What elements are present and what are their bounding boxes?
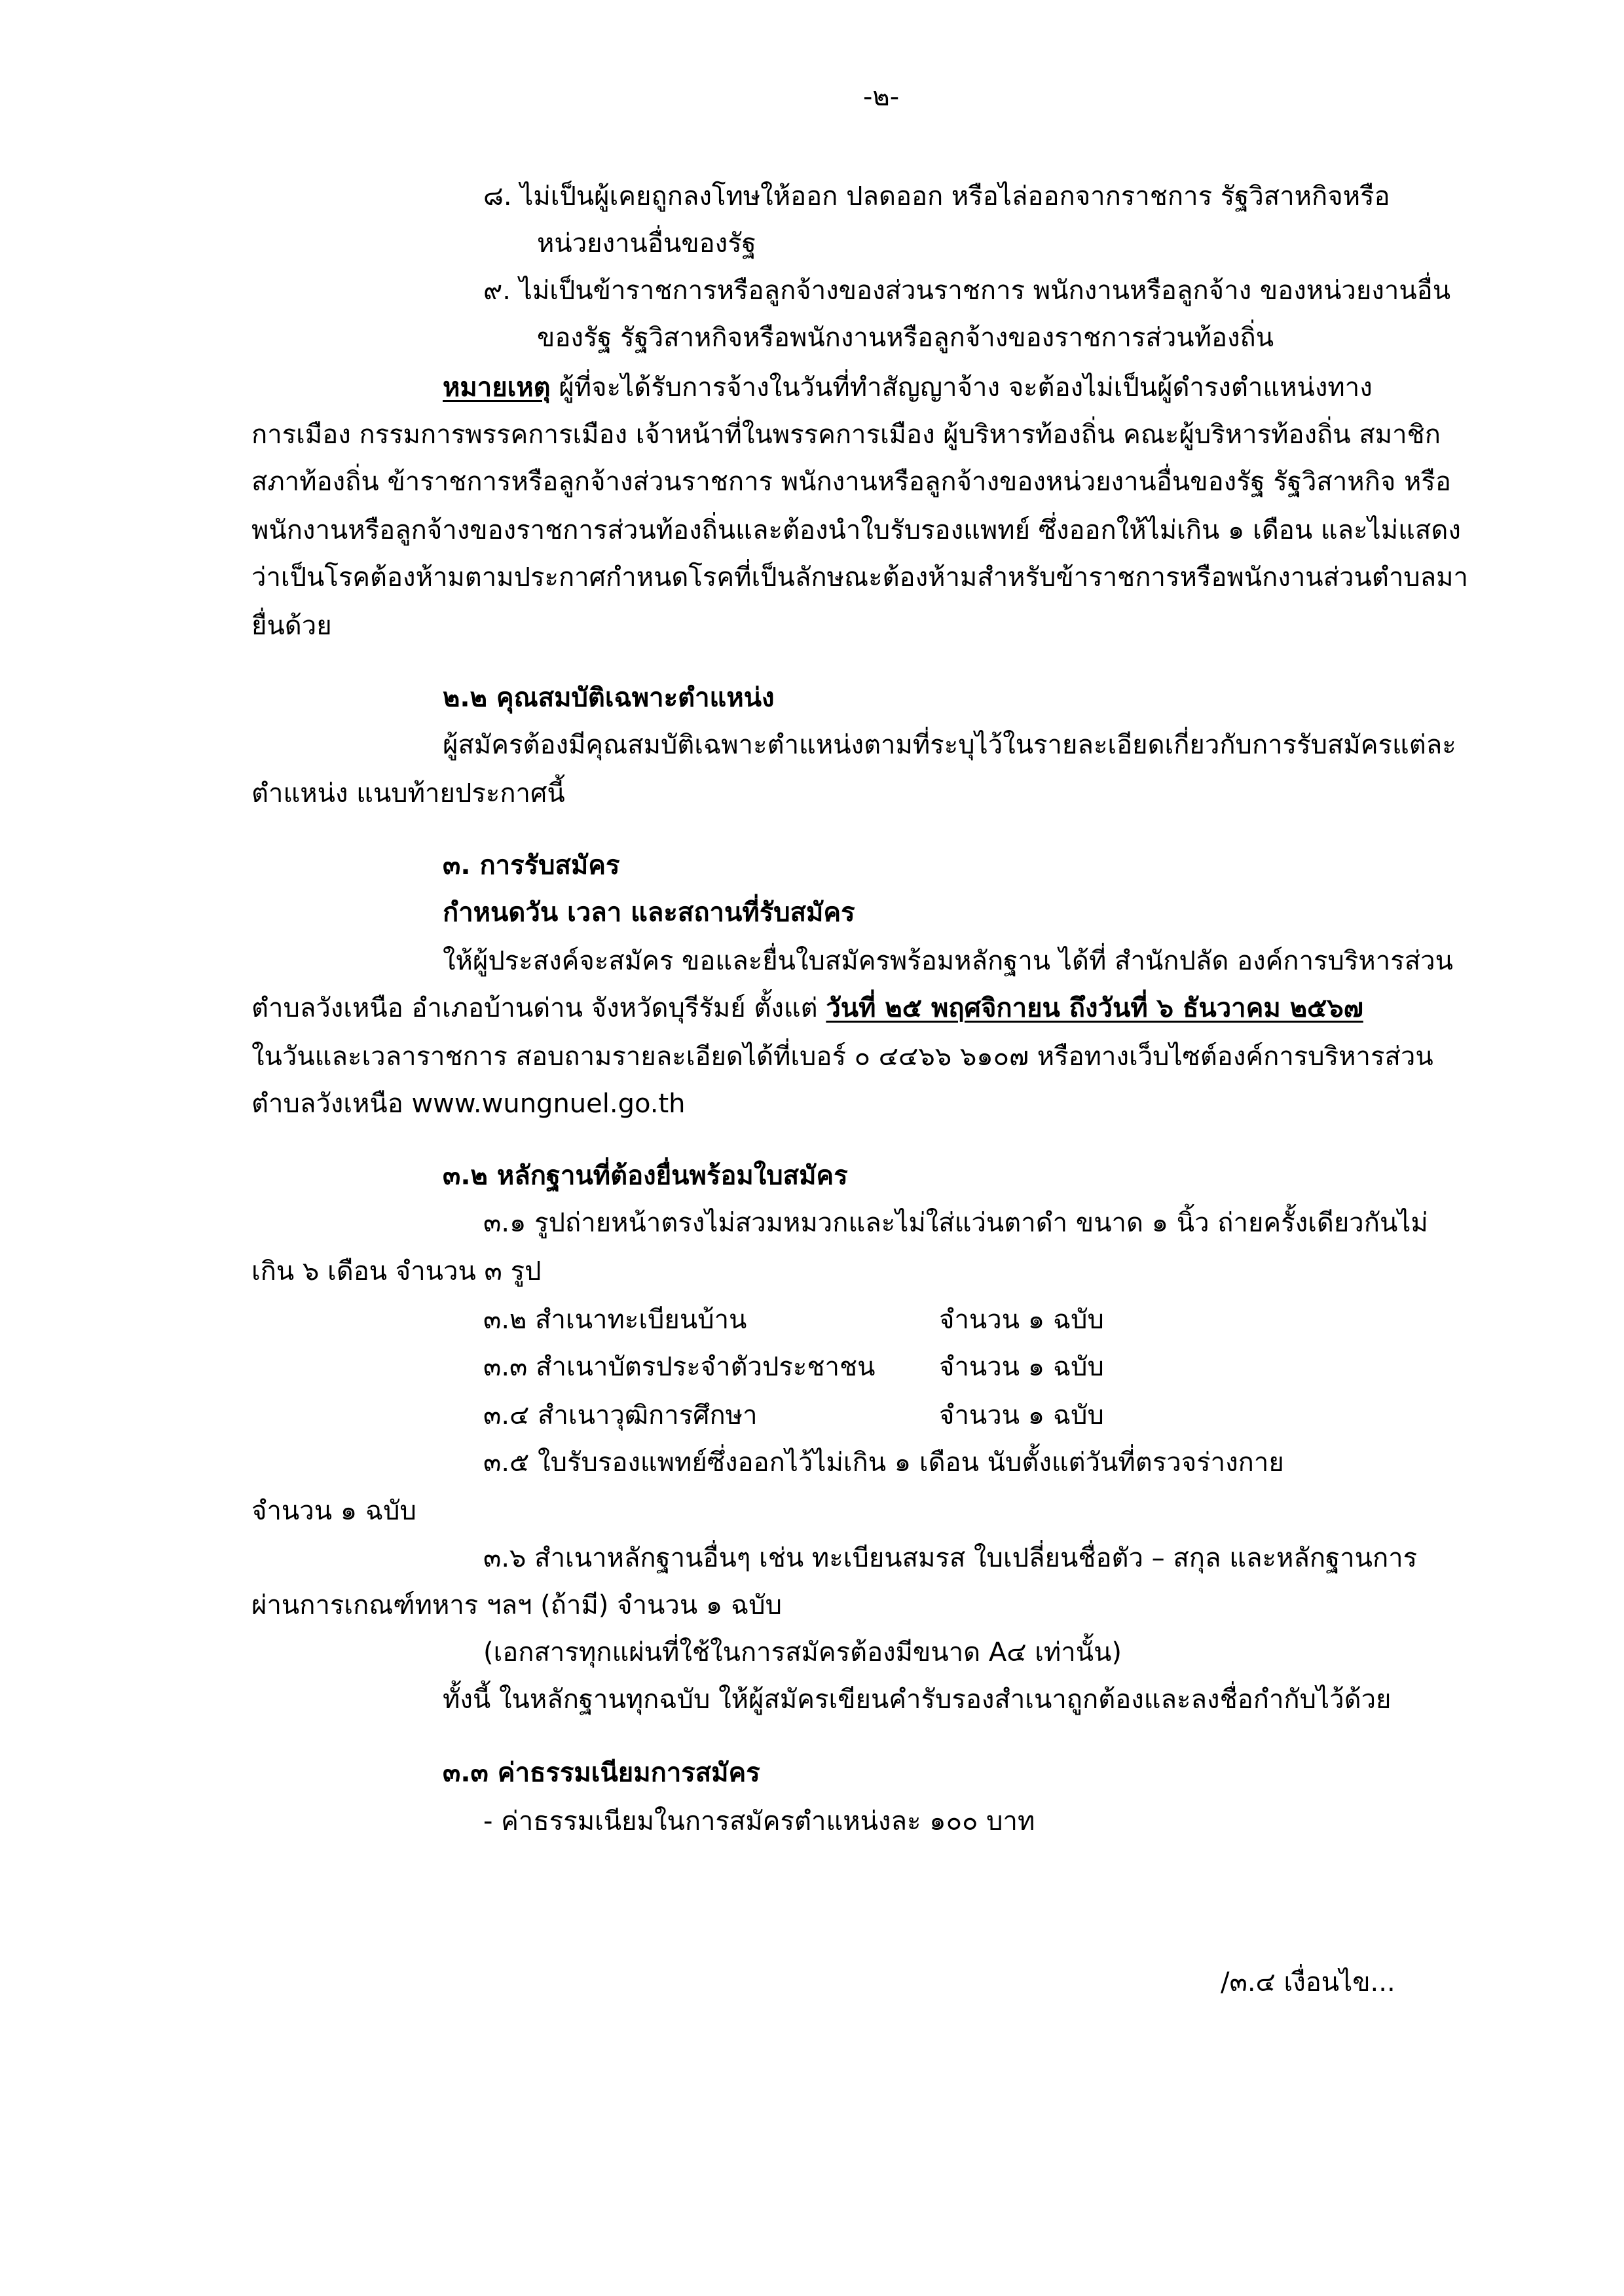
section-3-3-heading: ๓.๓ ค่าธรรมเนียมการสมัคร — [443, 1758, 760, 1788]
item-3-2-label: ๓.๒ สำเนาทะเบียนบ้าน — [483, 1305, 747, 1335]
item-9-line-2: ของรัฐ รัฐวิสาหกิจหรือพนักงานหรือลูกจ้างของราชการส่วนท้องถิ่น — [537, 323, 1274, 353]
item-9-line-1: ๙. ไม่เป็นข้าราชการหรือลูกจ้างของส่วนราชการ พนักงานหรือลูกจ้าง ของหน่วยงานอื่น — [483, 276, 1451, 306]
note-line-4: พนักงานหรือลูกจ้างของราชการส่วนท้องถิ่นและต้องนำใบรับรองแพทย์ ซึ่งออกให้ไม่เกิน ๑ เดือน และไม่แสดง — [251, 515, 1461, 545]
item-8-line-2: หน่วยงานอื่นของรัฐ — [537, 228, 756, 259]
page-number: -๒- — [863, 82, 900, 112]
application-fee: - ค่าธรรมเนียมในการสมัครตำแหน่งละ ๑๐๐ บาท — [483, 1806, 1035, 1836]
section-3-line-2-text: ตำบลวังเหนือ อำเภอบ้านด่าน จังหวัดบุรีรัมย์ ตั้งแต่ — [251, 993, 826, 1023]
section-2-2-line-2: ตำแหน่ง แนบท้ายประกาศนี้ — [251, 778, 565, 809]
application-period: วันที่ ๒๕ พฤศจิกายน ถึงวันที่ ๖ ธันวาคม ๒๕๖๗ — [826, 993, 1363, 1023]
section-3-line-1: ให้ผู้ประสงค์จะสมัคร ขอและยื่นใบสมัครพร้อมหลักฐาน ได้ที่ สำนักปลัด องค์การบริหารส่วน — [443, 946, 1453, 976]
section-3-line-3: ในวันและเวลาราชการ สอบถามรายละเอียดได้ที่เบอร์ ๐ ๔๔๖๖ ๖๑๐๗ หรือทางเว็บไซต์องค์การบริหารส่วน — [251, 1042, 1433, 1072]
section-3-heading: ๓. การรับสมัคร — [443, 850, 620, 881]
note-line-1-text: ผู้ที่จะได้รับการจ้างในวันที่ทำสัญญาจ้าง จะต้องไม่เป็นผู้ดำรงตำแหน่งทาง — [550, 373, 1373, 403]
item-3-5-line-1: ๓.๕ ใบรับรองแพทย์ซึ่งออกไว้ไม่เกิน ๑ เดือน นับตั้งแต่วันที่ตรวจร่างกาย — [483, 1448, 1284, 1478]
note-line-3: สภาท้องถิ่น ข้าราชการหรือลูกจ้างส่วนราชการ พนักงานหรือลูกจ้างของหน่วยงานอื่นของรัฐ รัฐวิสาหกิจ หรือ — [251, 467, 1451, 497]
item-3-4-label: ๓.๔ สำเนาวุฒิการศึกษา — [483, 1400, 758, 1430]
note-line-2: การเมือง กรรมการพรรคการเมือง เจ้าหน้าที่ในพรรคการเมือง ผู้บริหารท้องถิ่น คณะผู้บริหารท้องถิ่น สมาชิก — [251, 420, 1441, 450]
item-3-2-qty: จำนวน ๑ ฉบับ — [939, 1305, 1104, 1335]
item-3-1-line-2: เกิน ๖ เดือน จำนวน ๓ รูป — [251, 1256, 542, 1286]
note-label: หมายเหตุ — [443, 373, 551, 403]
item-3-4-qty: จำนวน ๑ ฉบับ — [939, 1400, 1104, 1430]
item-3-5-line-2: จำนวน ๑ ฉบับ — [251, 1496, 416, 1526]
paper-size-note: (เอกสารทุกแผ่นที่ใช้ในการสมัครต้องมีขนาด A๔ เท่านั้น) — [483, 1637, 1122, 1667]
item-3-6-line-1: ๓.๖ สำเนาหลักฐานอื่นๆ เช่น ทะเบียนสมรส ใบเปลี่ยนชื่อตัว – สกุล และหลักฐานการ — [483, 1543, 1418, 1573]
note-line-5: ว่าเป็นโรคต้องห้ามตามประกาศกำหนดโรคที่เป็นลักษณะต้องห้ามสำหรับข้าราชการหรือพนักงานส่วนตำบลมา — [251, 562, 1469, 592]
item-3-6-line-2: ผ่านการเกณฑ์ทหาร ฯลฯ (ถ้ามี) จำนวน ๑ ฉบับ — [251, 1590, 783, 1620]
item-3-3-qty: จำนวน ๑ ฉบับ — [939, 1352, 1104, 1382]
section-2-2-line-1: ผู้สมัครต้องมีคุณสมบัติเฉพาะตำแหน่งตามที่ระบุไว้ในรายละเอียดเกี่ยวกับการรับสมัครแต่ละ — [443, 730, 1456, 760]
note-line-6: ยื่นด้วย — [251, 611, 332, 641]
section-3-subheading: กำหนดวัน เวลา และสถานที่รับสมัคร — [443, 898, 855, 928]
item-8-line-1: ๘. ไม่เป็นผู้เคยถูกลงโทษให้ออก ปลดออก หรือไล่ออกจากราชการ รัฐวิสาหกิจหรือ — [483, 181, 1390, 211]
certification-note: ทั้งนี้ ในหลักฐานทุกฉบับ ให้ผู้สมัครเขียนคำรับรองสำเนาถูกต้องและลงชื่อกำกับไว้ด้วย — [443, 1685, 1392, 1715]
section-3-line-4: ตำบลวังเหนือ www.wungnuel.go.th — [251, 1089, 686, 1119]
note-line-1 — [443, 374, 1373, 401]
section-3-line-2 — [251, 995, 1363, 1021]
section-2-2-heading: ๒.๒ คุณสมบัติเฉพาะตำแหน่ง — [443, 683, 775, 713]
section-3-2-heading: ๓.๒ หลักฐานที่ต้องยื่นพร้อมใบสมัคร — [443, 1161, 848, 1191]
item-3-3-label: ๓.๓ สำเนาบัตรประจำตัวประชาชน — [483, 1352, 876, 1382]
continuation-marker: /๓.๔ เงื่อนไข... — [1221, 1967, 1395, 1997]
item-3-1-line-1: ๓.๑ รูปถ่ายหน้าตรงไม่สวมหมวกและไม่ใส่แว่นตาดำ ขนาด ๑ นิ้ว ถ่ายครั้งเดียวกันไม่ — [483, 1208, 1428, 1238]
